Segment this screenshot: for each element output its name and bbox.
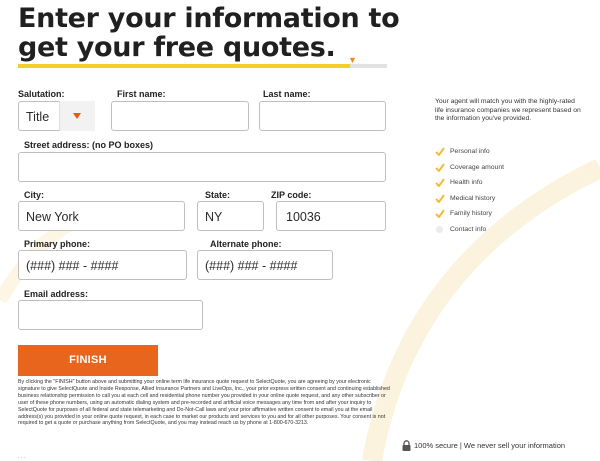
pending-dot-icon: [436, 226, 443, 233]
city-label: City:: [24, 190, 44, 200]
check-icon: [435, 178, 445, 187]
checklist-item: Medical history: [435, 194, 504, 210]
zip-code-input[interactable]: [276, 201, 386, 231]
state-value: NY: [205, 210, 223, 224]
email-label: Email address:: [24, 289, 89, 299]
page-title: Enter your information to get your free quotes.: [18, 3, 400, 63]
check-icon: [435, 147, 445, 156]
zip-code-label: ZIP code:: [271, 190, 312, 200]
email-input[interactable]: [18, 300, 203, 330]
state-input[interactable]: [197, 201, 264, 231]
consent-disclaimer: By clicking the "FINISH" button above and submitting your online term life insurance quote request to SelectQuote, you are agreeing by your electronic signature to give SelectQuote and Inside Response, Allied Insurance Partners and LiveOps, Inc., your prior express written consent and continuing established business relationship permission to call you at each cell and residential phone number you provided in your online quote request, and any other subscriber or user of these phone numbers, using an automatic dialing system and pre-recorded and artificial voice messages any time from and after your inquiry to SelectQuote for purposes of all federal and state telemarketing and Do-Not-Call laws and your prior affirmative written consent to email you at the email address(s) you provided in your online quote request, in each case to market our products and services to you and for all other purposes. Your consent is not required to get a quote or purchase anything from SelectQuote, and you may instead reach us by phone at 1-800-670-3213.: [18, 379, 390, 427]
progress-bar: [18, 64, 387, 68]
state-label: State:: [205, 190, 231, 200]
progress-fill: [18, 64, 350, 68]
checklist-item: Family history: [435, 209, 504, 225]
progress-marker-icon: ▼: [348, 55, 357, 65]
first-name-label: First name:: [117, 89, 166, 99]
primary-phone-placeholder: (###) ### - ####: [26, 259, 119, 273]
primary-phone-label: Primary phone:: [24, 239, 91, 249]
check-icon: [435, 163, 445, 172]
street-address-input[interactable]: [18, 152, 386, 182]
alternate-phone-label: Alternate phone:: [210, 239, 282, 249]
chevron-down-icon[interactable]: [59, 101, 95, 131]
finish-button[interactable]: FINISH: [18, 345, 158, 376]
footer-link-cutoff: · · ·: [18, 455, 26, 461]
last-name-input[interactable]: [259, 101, 386, 131]
city-input[interactable]: [18, 201, 185, 231]
lock-icon: [402, 440, 411, 451]
checklist-item: Personal info: [435, 147, 504, 163]
salutation-value: Title: [26, 110, 50, 124]
progress-checklist: [435, 147, 504, 241]
checklist-item: Health info: [435, 178, 504, 194]
alternate-phone-placeholder: (###) ### - ####: [205, 259, 298, 273]
security-note: 100% secure | We never sell your information: [414, 441, 566, 450]
primary-phone-input[interactable]: [18, 250, 187, 280]
first-name-input[interactable]: [111, 101, 249, 131]
check-icon: [435, 194, 445, 203]
check-icon: [435, 209, 445, 218]
checklist-item: Coverage amount: [435, 163, 504, 179]
street-address-label: Street address: (no PO boxes): [24, 140, 154, 150]
salutation-label: Salutation:: [18, 89, 65, 99]
sidebar-intro: Your agent will match you with the highly-rated life insurance companies we represent based on the information you've provided.: [435, 98, 581, 123]
last-name-label: Last name:: [263, 89, 311, 99]
zip-code-value: 10036: [286, 210, 321, 224]
checklist-item: Contact info: [435, 225, 504, 241]
alternate-phone-input[interactable]: [197, 250, 333, 280]
city-value: New York: [26, 210, 79, 224]
